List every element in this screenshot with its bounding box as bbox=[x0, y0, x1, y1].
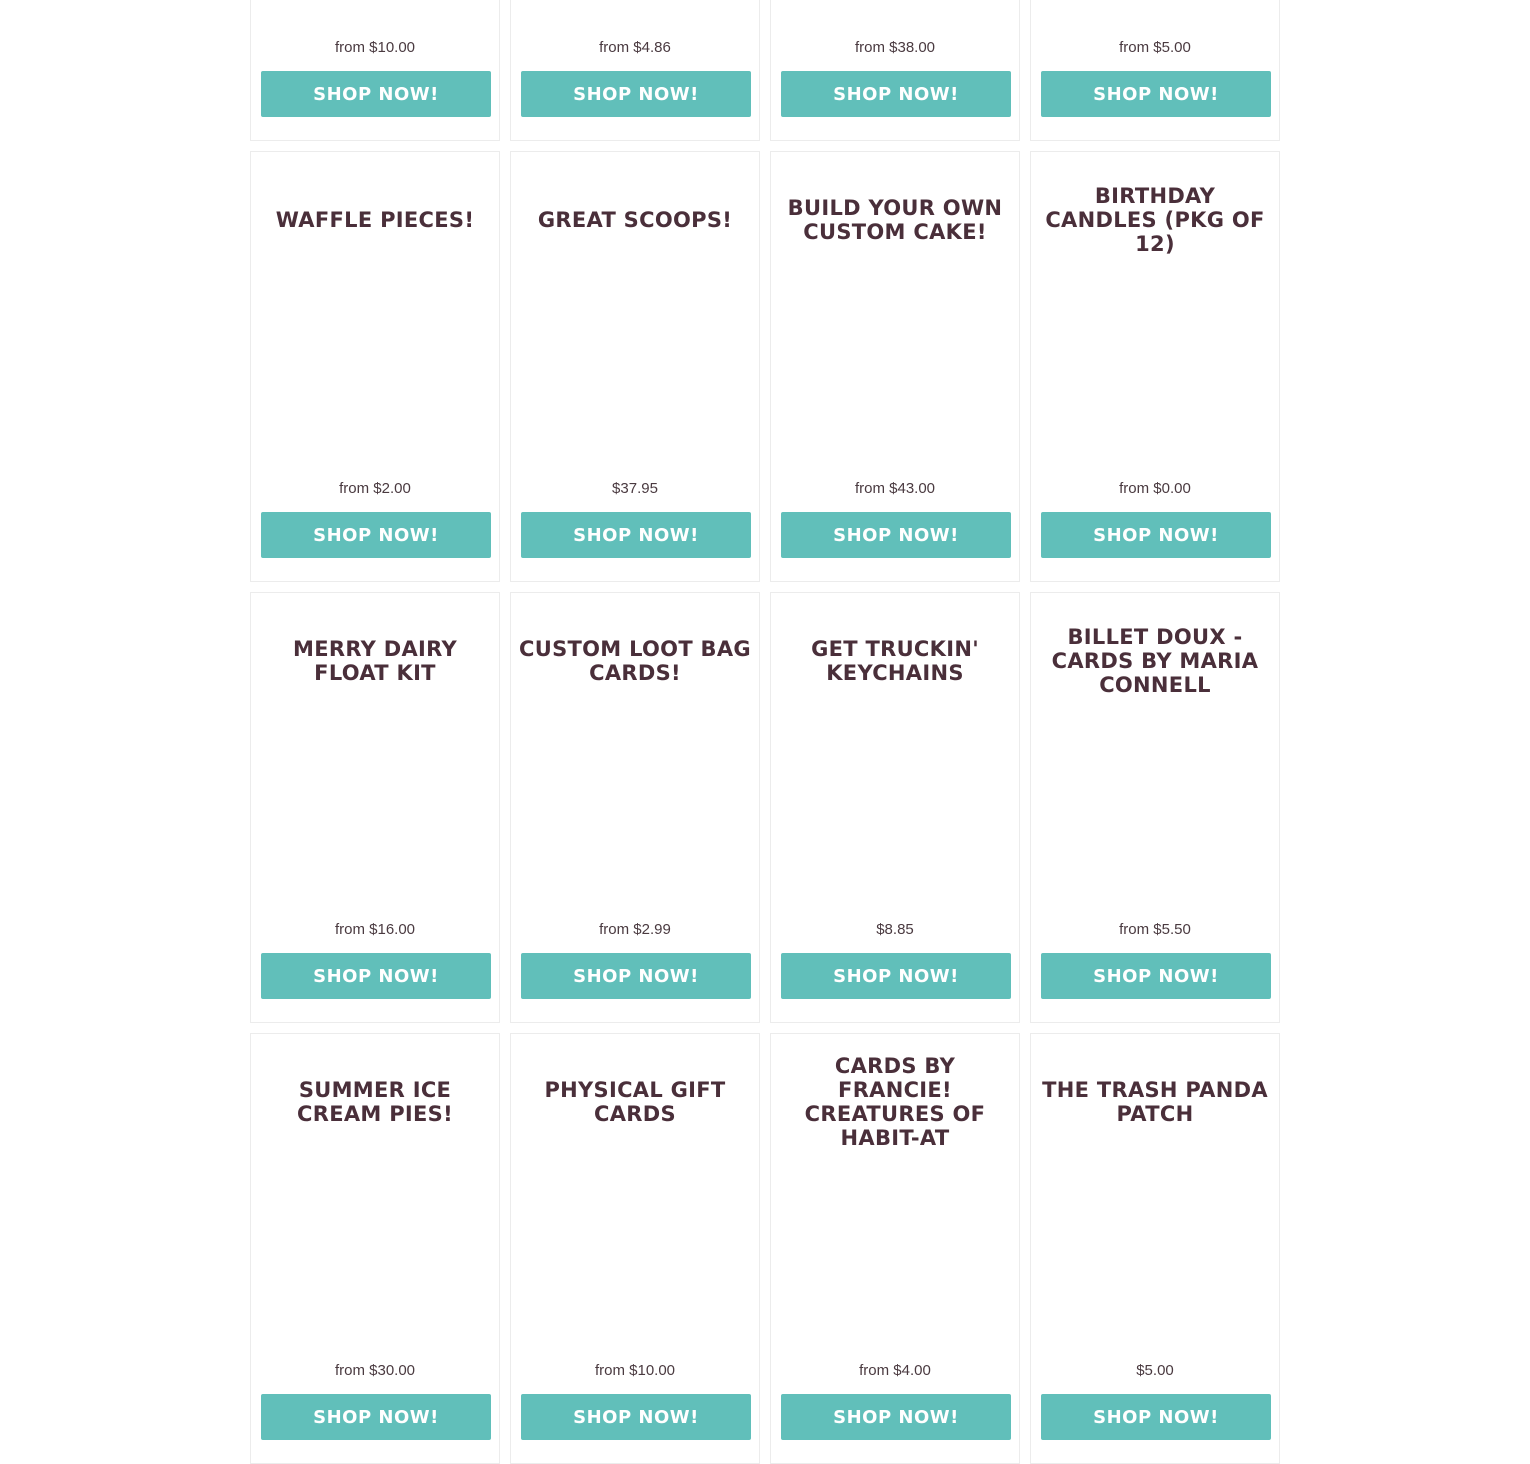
product-card bbox=[770, 0, 1020, 141]
product-image[interactable] bbox=[1041, 262, 1269, 462]
product-card bbox=[250, 151, 500, 582]
product-price: from $38.00 bbox=[854, 39, 936, 56]
product-price: from $2.00 bbox=[339, 480, 411, 497]
product-image[interactable] bbox=[1041, 703, 1269, 903]
shop-now-button[interactable]: SHOP NOW! bbox=[261, 71, 491, 117]
shop-now-button[interactable]: SHOP NOW! bbox=[781, 953, 1011, 999]
product-title[interactable]: BILLET DOUX - CARDS BY MARIA CONNELL bbox=[1051, 625, 1259, 697]
product-title[interactable]: PHYSICAL GIFT CARDS bbox=[544, 1078, 726, 1126]
product-image[interactable] bbox=[261, 0, 489, 21]
product-title[interactable]: BIRTHDAY CANDLES (PKG OF 12) bbox=[1045, 184, 1265, 256]
product-title[interactable]: GREAT SCOOPS! bbox=[537, 208, 733, 232]
product-price: from $5.00 bbox=[1119, 39, 1191, 56]
shop-now-button[interactable]: SHOP NOW! bbox=[1041, 1394, 1271, 1440]
product-price: from $10.00 bbox=[594, 1362, 676, 1379]
product-image[interactable] bbox=[781, 262, 1009, 462]
product-price: $37.95 bbox=[612, 480, 658, 497]
shop-now-button[interactable]: SHOP NOW! bbox=[781, 1394, 1011, 1440]
product-image[interactable] bbox=[521, 262, 749, 462]
product-card bbox=[510, 592, 760, 1023]
product-image[interactable] bbox=[781, 703, 1009, 903]
product-price: $8.85 bbox=[876, 921, 914, 938]
shop-now-button[interactable]: SHOP NOW! bbox=[1041, 953, 1271, 999]
product-image[interactable] bbox=[521, 0, 749, 21]
product-title[interactable]: GET TRUCKIN' KEYCHAINS bbox=[811, 637, 979, 685]
product-title[interactable]: WAFFLE PIECES! bbox=[275, 208, 475, 232]
product-image[interactable] bbox=[521, 1144, 749, 1344]
product-price: from $5.50 bbox=[1119, 921, 1191, 938]
product-grid bbox=[250, 0, 1280, 1464]
product-title[interactable]: BUILD YOUR OWN CUSTOM CAKE! bbox=[787, 196, 1003, 244]
product-card bbox=[250, 1033, 500, 1464]
product-card bbox=[250, 0, 500, 141]
product-price: from $4.00 bbox=[859, 1362, 931, 1379]
product-card bbox=[510, 0, 760, 141]
shop-now-button[interactable]: SHOP NOW! bbox=[521, 512, 751, 558]
shop-now-button[interactable]: SHOP NOW! bbox=[521, 1394, 751, 1440]
product-card bbox=[770, 1033, 1020, 1464]
product-image[interactable] bbox=[1041, 0, 1269, 21]
product-price: from $10.00 bbox=[334, 39, 416, 56]
shop-now-button[interactable]: SHOP NOW! bbox=[521, 953, 751, 999]
product-title[interactable]: MERRY DAIRY FLOAT KIT bbox=[293, 637, 457, 685]
shop-now-button[interactable]: SHOP NOW! bbox=[521, 71, 751, 117]
product-card bbox=[250, 592, 500, 1023]
product-image[interactable] bbox=[521, 703, 749, 903]
product-price: from $16.00 bbox=[334, 921, 416, 938]
shop-now-button[interactable]: SHOP NOW! bbox=[1041, 512, 1271, 558]
product-card bbox=[770, 592, 1020, 1023]
product-card bbox=[510, 1033, 760, 1464]
product-card bbox=[1030, 1033, 1280, 1464]
product-card bbox=[1030, 592, 1280, 1023]
product-title[interactable]: CARDS BY FRANCIE! CREATURES OF HABIT-AT bbox=[804, 1054, 986, 1150]
product-price: from $30.00 bbox=[334, 1362, 416, 1379]
product-image[interactable] bbox=[261, 262, 489, 462]
product-price: from $43.00 bbox=[854, 480, 936, 497]
shop-now-button[interactable]: SHOP NOW! bbox=[781, 71, 1011, 117]
product-price: from $4.86 bbox=[599, 39, 671, 56]
shop-now-button[interactable]: SHOP NOW! bbox=[261, 512, 491, 558]
product-price: $5.00 bbox=[1136, 1362, 1174, 1379]
product-image[interactable] bbox=[1041, 1144, 1269, 1344]
product-card bbox=[1030, 0, 1280, 141]
product-price: from $0.00 bbox=[1119, 480, 1191, 497]
shop-now-button[interactable]: SHOP NOW! bbox=[261, 953, 491, 999]
product-image[interactable] bbox=[261, 1144, 489, 1344]
product-image[interactable] bbox=[781, 0, 1009, 21]
shop-now-button[interactable]: SHOP NOW! bbox=[781, 512, 1011, 558]
product-image[interactable] bbox=[781, 1144, 1009, 1344]
product-title[interactable]: THE TRASH PANDA PATCH bbox=[1042, 1078, 1268, 1126]
product-price: from $2.99 bbox=[599, 921, 671, 938]
product-image[interactable] bbox=[261, 703, 489, 903]
product-title[interactable]: SUMMER ICE CREAM PIES! bbox=[297, 1078, 453, 1126]
product-card bbox=[770, 151, 1020, 582]
product-title[interactable]: CUSTOM LOOT BAG CARDS! bbox=[519, 637, 751, 685]
product-card bbox=[1030, 151, 1280, 582]
product-card bbox=[510, 151, 760, 582]
shop-now-button[interactable]: SHOP NOW! bbox=[1041, 71, 1271, 117]
shop-now-button[interactable]: SHOP NOW! bbox=[261, 1394, 491, 1440]
